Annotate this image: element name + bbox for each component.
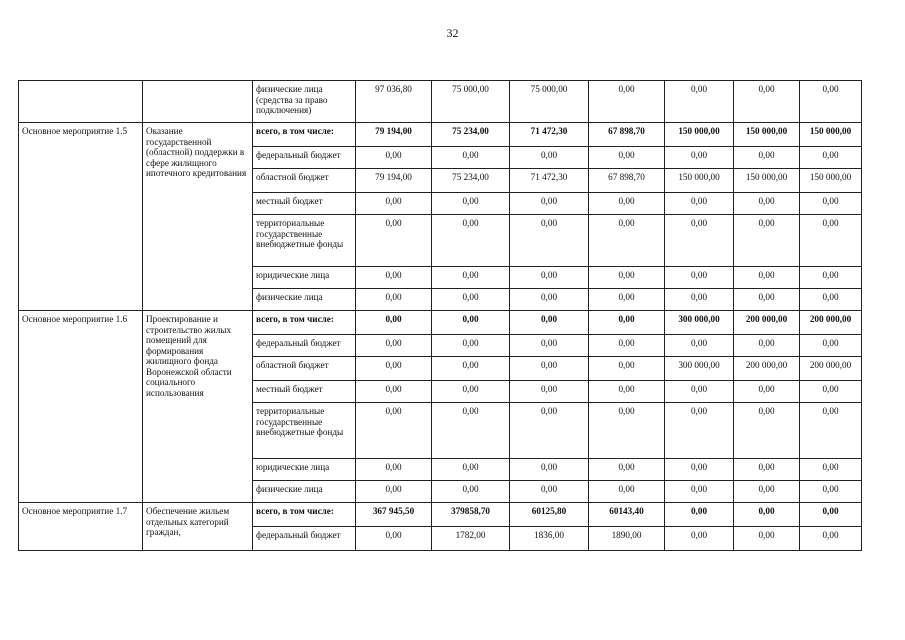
amount-cell: 0,00 <box>734 267 800 289</box>
amount-cell: 0,00 <box>356 481 432 503</box>
amount-cell: 0,00 <box>734 503 800 527</box>
amount-cell: 75 000,00 <box>432 81 510 123</box>
amount-cell: 1836,00 <box>510 527 589 551</box>
funding-source: федеральный бюджет <box>253 527 356 551</box>
amount-cell: 0,00 <box>510 381 589 403</box>
amount-cell: 0,00 <box>665 289 734 311</box>
amount-cell: 300 000,00 <box>665 357 734 381</box>
activity-name: Основное мероприятие 1.5 <box>19 123 143 311</box>
amount-cell: 0,00 <box>665 193 734 215</box>
amount-cell: 60125,80 <box>510 503 589 527</box>
amount-cell: 0,00 <box>510 147 589 169</box>
amount-cell: 0,00 <box>356 215 432 267</box>
amount-cell: 0,00 <box>356 527 432 551</box>
amount-cell: 0,00 <box>589 403 665 459</box>
amount-cell: 60143,40 <box>589 503 665 527</box>
amount-cell: 0,00 <box>800 527 862 551</box>
amount-cell: 0,00 <box>800 193 862 215</box>
amount-cell: 0,00 <box>734 527 800 551</box>
funding-source: всего, в том числе: <box>253 503 356 527</box>
funding-source: физические лица (средства за право подключения) <box>253 81 356 123</box>
amount-cell: 150 000,00 <box>734 169 800 193</box>
amount-cell: 0,00 <box>665 459 734 481</box>
amount-cell: 0,00 <box>665 335 734 357</box>
amount-cell: 0,00 <box>432 459 510 481</box>
amount-cell: 0,00 <box>432 289 510 311</box>
amount-cell: 0,00 <box>356 311 432 335</box>
amount-cell: 75 000,00 <box>510 81 589 123</box>
amount-cell: 0,00 <box>356 459 432 481</box>
amount-cell: 0,00 <box>356 381 432 403</box>
amount-cell: 0,00 <box>432 193 510 215</box>
amount-cell: 79 194,00 <box>356 169 432 193</box>
amount-cell: 0,00 <box>356 147 432 169</box>
amount-cell: 0,00 <box>734 215 800 267</box>
funding-source: всего, в том числе: <box>253 123 356 147</box>
amount-cell: 0,00 <box>800 403 862 459</box>
amount-cell: 0,00 <box>734 403 800 459</box>
amount-cell: 0,00 <box>734 459 800 481</box>
funding-source: юридические лица <box>253 267 356 289</box>
funding-source: федеральный бюджет <box>253 147 356 169</box>
amount-cell: 200 000,00 <box>800 357 862 381</box>
funding-source: территориальные государственные внебюджетные фонды <box>253 215 356 267</box>
amount-cell: 0,00 <box>665 527 734 551</box>
amount-cell: 367 945,50 <box>356 503 432 527</box>
table-row <box>19 123 862 147</box>
amount-cell: 67 898,70 <box>589 123 665 147</box>
amount-cell: 0,00 <box>665 215 734 267</box>
amount-cell: 0,00 <box>665 481 734 503</box>
amount-cell: 0,00 <box>734 289 800 311</box>
amount-cell: 0,00 <box>589 81 665 123</box>
amount-cell: 0,00 <box>432 403 510 459</box>
amount-cell: 0,00 <box>589 215 665 267</box>
amount-cell: 67 898,70 <box>589 169 665 193</box>
amount-cell: 0,00 <box>432 267 510 289</box>
funding-source: местный бюджет <box>253 381 356 403</box>
funding-source: территориальные государственные внебюджетные фонды <box>253 403 356 459</box>
amount-cell: 379858,70 <box>432 503 510 527</box>
activity-name: Основное мероприятие 1.7 <box>19 503 143 551</box>
amount-cell: 0,00 <box>510 289 589 311</box>
amount-cell: 200 000,00 <box>800 311 862 335</box>
amount-cell: 150 000,00 <box>734 123 800 147</box>
amount-cell: 0,00 <box>589 267 665 289</box>
amount-cell: 300 000,00 <box>665 311 734 335</box>
amount-cell: 0,00 <box>432 381 510 403</box>
amount-cell: 0,00 <box>432 335 510 357</box>
amount-cell: 0,00 <box>589 289 665 311</box>
amount-cell: 0,00 <box>356 357 432 381</box>
description-cell-empty <box>143 81 253 123</box>
amount-cell: 0,00 <box>800 81 862 123</box>
amount-cell: 0,00 <box>589 459 665 481</box>
amount-cell: 0,00 <box>589 357 665 381</box>
amount-cell: 0,00 <box>589 335 665 357</box>
amount-cell: 0,00 <box>356 335 432 357</box>
amount-cell: 0,00 <box>510 311 589 335</box>
amount-cell: 0,00 <box>589 311 665 335</box>
funding-source: областной бюджет <box>253 357 356 381</box>
amount-cell: 0,00 <box>665 147 734 169</box>
amount-cell: 0,00 <box>734 381 800 403</box>
amount-cell: 0,00 <box>800 215 862 267</box>
amount-cell: 0,00 <box>800 267 862 289</box>
funding-source: физические лица <box>253 481 356 503</box>
amount-cell: 0,00 <box>510 357 589 381</box>
amount-cell: 0,00 <box>734 335 800 357</box>
amount-cell: 0,00 <box>800 381 862 403</box>
activity-name: Основное мероприятие 1.6 <box>19 311 143 503</box>
amount-cell: 0,00 <box>356 289 432 311</box>
amount-cell: 150 000,00 <box>665 123 734 147</box>
funding-source: физические лица <box>253 289 356 311</box>
amount-cell: 0,00 <box>432 481 510 503</box>
amount-cell: 79 194,00 <box>356 123 432 147</box>
amount-cell: 0,00 <box>800 481 862 503</box>
amount-cell: 97 036,80 <box>356 81 432 123</box>
amount-cell: 0,00 <box>432 147 510 169</box>
amount-cell: 0,00 <box>589 481 665 503</box>
funding-source: местный бюджет <box>253 193 356 215</box>
amount-cell: 71 472,30 <box>510 123 589 147</box>
amount-cell: 0,00 <box>432 311 510 335</box>
amount-cell: 75 234,00 <box>432 169 510 193</box>
amount-cell: 0,00 <box>356 193 432 215</box>
funding-source: федеральный бюджет <box>253 335 356 357</box>
funding-source: юридические лица <box>253 459 356 481</box>
activity-description: Проектирование и строительство жилых помещений для формирования жилищного фонда Воронежской области социального использования <box>143 311 253 503</box>
funding-source: всего, в том числе: <box>253 311 356 335</box>
amount-cell: 1782,00 <box>432 527 510 551</box>
amount-cell: 0,00 <box>665 267 734 289</box>
amount-cell: 0,00 <box>665 403 734 459</box>
activity-cell-empty <box>19 81 143 123</box>
amount-cell: 0,00 <box>665 503 734 527</box>
amount-cell: 0,00 <box>356 403 432 459</box>
amount-cell: 0,00 <box>734 193 800 215</box>
amount-cell: 0,00 <box>589 193 665 215</box>
amount-cell: 0,00 <box>432 357 510 381</box>
amount-cell: 0,00 <box>510 403 589 459</box>
amount-cell: 0,00 <box>800 289 862 311</box>
amount-cell: 1890,00 <box>589 527 665 551</box>
activity-description: Оказание государственной (областной) поддержки в сфере жилищного ипотечного кредитования <box>143 123 253 311</box>
amount-cell: 0,00 <box>510 267 589 289</box>
table-row <box>19 503 862 527</box>
budget-table <box>18 80 862 551</box>
amount-cell: 0,00 <box>589 147 665 169</box>
amount-cell: 0,00 <box>665 81 734 123</box>
amount-cell: 0,00 <box>800 503 862 527</box>
amount-cell: 0,00 <box>665 381 734 403</box>
amount-cell: 0,00 <box>356 267 432 289</box>
amount-cell: 0,00 <box>510 335 589 357</box>
amount-cell: 0,00 <box>510 459 589 481</box>
amount-cell: 0,00 <box>510 215 589 267</box>
amount-cell: 150 000,00 <box>665 169 734 193</box>
amount-cell: 0,00 <box>800 459 862 481</box>
amount-cell: 200 000,00 <box>734 311 800 335</box>
amount-cell: 71 472,30 <box>510 169 589 193</box>
amount-cell: 0,00 <box>800 335 862 357</box>
amount-cell: 0,00 <box>800 147 862 169</box>
table-row <box>19 311 862 335</box>
amount-cell: 0,00 <box>589 381 665 403</box>
activity-description: Обеспечение жильем отдельных категорий граждан, <box>143 503 253 551</box>
amount-cell: 0,00 <box>734 81 800 123</box>
table-row <box>19 81 862 123</box>
amount-cell: 0,00 <box>734 481 800 503</box>
amount-cell: 0,00 <box>510 193 589 215</box>
amount-cell: 0,00 <box>432 215 510 267</box>
funding-source: областной бюджет <box>253 169 356 193</box>
amount-cell: 150 000,00 <box>800 123 862 147</box>
amount-cell: 75 234,00 <box>432 123 510 147</box>
amount-cell: 0,00 <box>510 481 589 503</box>
amount-cell: 0,00 <box>734 147 800 169</box>
amount-cell: 200 000,00 <box>734 357 800 381</box>
amount-cell: 150 000,00 <box>800 169 862 193</box>
page-number: 32 <box>446 26 459 40</box>
